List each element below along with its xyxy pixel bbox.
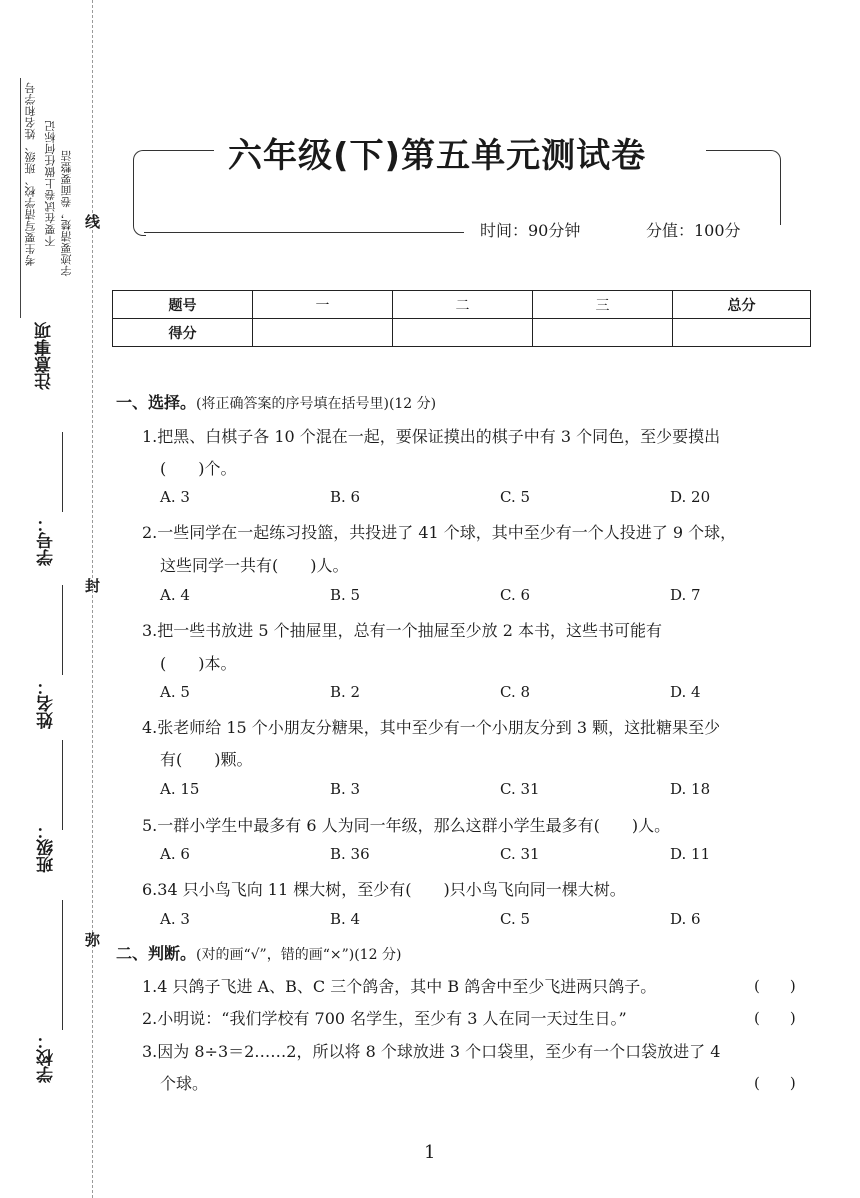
table-cell: 三 <box>533 291 673 319</box>
option: C. 5 <box>500 488 531 506</box>
notes-title: 注意事项 <box>35 322 55 390</box>
stamp-mi: 弥 <box>83 932 101 947</box>
name-line <box>62 585 63 675</box>
option: A. 5 <box>160 683 190 701</box>
option: A. 3 <box>160 488 190 506</box>
student-id-label: 学号： <box>37 515 57 566</box>
score-table-score-row <box>113 319 811 347</box>
answer-blank[interactable]: ( ) <box>754 1009 796 1027</box>
section-1-title: 一、选择。 <box>116 393 197 412</box>
question-line: 2.一些同学在一起练习投篮，共投进了 41 个球，其中至少有一个人投进了 9 个球， <box>142 523 737 542</box>
table-cell: 总分 <box>673 291 811 319</box>
question-line: 1.把黑、白棋子各 10 个混在一起，要保证摸出的棋子中有 3 个同色，至少要摸出 <box>142 427 721 446</box>
question-line: 5.一群小学生中最多有 6 人为同一年级，那么这群小学生最多有( )人。 <box>142 816 671 835</box>
option: C. 31 <box>500 780 540 798</box>
question-line: 1.4 只鸽子飞进 A、B、C 三个鸽舍，其中 B 鸽舍中至少飞进两只鸽子。 <box>142 977 657 996</box>
option: A. 4 <box>160 586 190 604</box>
option: A. 3 <box>160 910 190 928</box>
option: B. 36 <box>330 845 370 863</box>
title-frame-top-left <box>144 150 214 151</box>
school-label: 学校： <box>37 1032 57 1083</box>
option: D. 18 <box>670 780 711 798</box>
option: B. 4 <box>330 910 361 928</box>
stamp-feng: 封 <box>83 578 101 593</box>
binding-dashed-line <box>92 0 93 1198</box>
section-2-heading <box>116 941 401 964</box>
school-line <box>62 900 63 1030</box>
table-cell: 题号 <box>113 291 253 319</box>
score-cell[interactable] <box>393 319 533 347</box>
page-number: 1 <box>424 1142 436 1163</box>
question-line: ( )个。 <box>160 459 237 478</box>
note-2: 不要在试卷上做任何标记 <box>44 120 57 247</box>
student-id-line <box>62 432 63 512</box>
option: C. 8 <box>500 683 531 701</box>
score-table <box>112 290 811 347</box>
title-frame-top-right <box>706 150 781 225</box>
option: A. 6 <box>160 845 190 863</box>
class-line <box>62 740 63 830</box>
answer-blank[interactable]: ( ) <box>754 1074 796 1092</box>
question-line: 3.因为 8÷3＝2……2，所以将 8 个球放进 3 个口袋里，至少有一个口袋放进了 4 <box>142 1042 721 1061</box>
question-line: 2.小明说：“我们学校有 700 名学生，至少有 3 人在同一天过生日。” <box>142 1009 627 1028</box>
page-title: 六年级(下)第五单元测试卷 <box>228 136 647 176</box>
option: B. 6 <box>330 488 361 506</box>
table-cell: 得分 <box>113 319 253 347</box>
option: B. 3 <box>330 780 361 798</box>
question-line: 个球。 <box>160 1074 209 1093</box>
table-cell: 一 <box>253 291 393 319</box>
question-line: 有( )颗。 <box>160 750 253 769</box>
name-label: 姓名： <box>37 678 57 729</box>
table-cell: 二 <box>393 291 533 319</box>
option: D. 11 <box>670 845 711 863</box>
note-3: 字迹要清楚，卷面要整洁 <box>60 150 73 277</box>
score-cell[interactable] <box>253 319 393 347</box>
question-line: 4.张老师给 15 个小朋友分糖果，其中至少有一个小朋友分到 3 颗，这批糖果至少 <box>142 718 721 737</box>
section-2-note: (对的画“√”，错的画“×”)(12 分) <box>196 947 402 963</box>
option: D. 4 <box>670 683 701 701</box>
score-table-header-row <box>113 291 811 319</box>
question-line: 6.34 只小鸟飞向 11 棵大树，至少有( )只小鸟飞向同一棵大树。 <box>142 880 626 899</box>
option: D. 20 <box>670 488 711 506</box>
question-line: ( )本。 <box>160 654 237 673</box>
score-cell[interactable] <box>533 319 673 347</box>
title-frame-bottom <box>144 232 464 233</box>
option: C. 31 <box>500 845 540 863</box>
stamp-xian: 线 <box>83 214 101 229</box>
exam-time: 时间：90分钟 <box>480 221 581 240</box>
score-cell[interactable] <box>673 319 811 347</box>
exam-score: 分值：100分 <box>646 221 741 240</box>
notes-bracket <box>20 78 21 318</box>
option: A. 15 <box>160 780 200 798</box>
section-2-title: 二、判断。 <box>116 944 197 963</box>
answer-blank[interactable]: ( ) <box>754 977 796 995</box>
option: B. 2 <box>330 683 361 701</box>
option: C. 6 <box>500 586 531 604</box>
question-line: 3.把一些书放进 5 个抽屉里，总有一个抽屉至少放 2 本书，这些书可能有 <box>142 621 662 640</box>
title-frame-left <box>133 150 146 236</box>
section-1-note: (将正确答案的序号填在括号里)(12 分) <box>196 396 437 412</box>
class-label: 班级： <box>37 822 57 873</box>
question-line: 这些同学一共有( )人。 <box>160 556 349 575</box>
note-1: 考生要写清学校、班级、姓名和学号 <box>24 82 37 266</box>
option: B. 5 <box>330 586 361 604</box>
option: C. 5 <box>500 910 531 928</box>
option: D. 6 <box>670 910 701 928</box>
section-1-heading <box>116 390 436 413</box>
option: D. 7 <box>670 586 701 604</box>
